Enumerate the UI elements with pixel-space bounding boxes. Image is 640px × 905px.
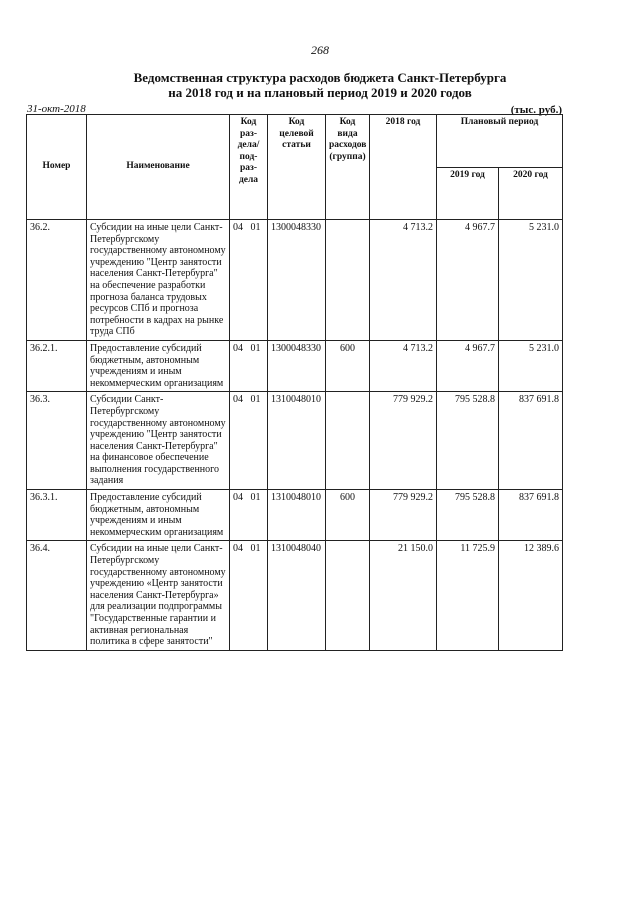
row-target-code: 1300048330 — [268, 220, 326, 341]
page-number: 268 — [311, 43, 329, 57]
row-subsection: 01 — [248, 340, 268, 391]
row-name: Предоставление субсидий бюджетным, автономным учреждениям и иным некоммерческим организациям — [87, 340, 230, 391]
units-label: (тыс. руб.) — [510, 104, 562, 116]
table-row — [27, 340, 563, 391]
header-number: Номер — [27, 115, 87, 220]
title-line-1: Ведомственная структура расходов бюджета Санкт-Петербурга — [133, 70, 507, 85]
row-value-2020: 5 231.0 — [499, 340, 563, 391]
row-value-2019: 11 725.9 — [437, 541, 499, 650]
row-value-2020: 12 389.6 — [499, 541, 563, 650]
header-year-2018: 2018 год — [370, 115, 437, 220]
row-value-2019: 4 967.7 — [437, 340, 499, 391]
header-planned-period: Плановый период — [437, 115, 563, 168]
header-year-2020: 2020 год — [499, 167, 563, 220]
row-section: 04 — [230, 392, 248, 490]
row-value-2020: 837 691.8 — [499, 392, 563, 490]
row-expense-type: 600 — [326, 490, 370, 541]
row-expense-type: 600 — [326, 340, 370, 391]
title-line-2: на 2018 год и на плановый период 2019 и 2020 годов — [168, 85, 472, 100]
row-value-2018: 779 929.2 — [370, 490, 437, 541]
document-title — [0, 70, 640, 100]
row-number: 36.3. — [27, 392, 87, 490]
row-target-code: 1300048330 — [268, 340, 326, 391]
table-row — [27, 541, 563, 650]
row-expense-type — [326, 220, 370, 341]
table-row — [27, 392, 563, 490]
row-subsection: 01 — [248, 220, 268, 341]
row-expense-type — [326, 392, 370, 490]
header-expense-type-code: Код вида расходов (группа) — [326, 115, 370, 220]
row-subsection: 01 — [248, 541, 268, 650]
row-number: 36.2. — [27, 220, 87, 341]
table-row — [27, 220, 563, 341]
header-target-code: Код целевой статьи — [268, 115, 326, 220]
row-target-code: 1310048010 — [268, 490, 326, 541]
row-number: 36.2.1. — [27, 340, 87, 391]
row-section: 04 — [230, 340, 248, 391]
row-section: 04 — [230, 490, 248, 541]
row-target-code: 1310048040 — [268, 541, 326, 650]
row-value-2018: 4 713.2 — [370, 340, 437, 391]
budget-table — [26, 114, 563, 651]
row-value-2019: 795 528.8 — [437, 392, 499, 490]
header-row-top — [27, 115, 563, 168]
row-name: Субсидии на иные цели Санкт-Петербургскому государственному автономному учреждению «Центр занятости населения Санкт-Петербурга» для реализации подпрограммы "Государственные гарантии и активная региональная политика в сфере занятости" — [87, 541, 230, 650]
row-value-2018: 21 150.0 — [370, 541, 437, 650]
row-target-code: 1310048010 — [268, 392, 326, 490]
header-name: Наименование — [87, 115, 230, 220]
row-name: Предоставление субсидий бюджетным, автономным учреждениям и иным некоммерческим организациям — [87, 490, 230, 541]
row-value-2018: 779 929.2 — [370, 392, 437, 490]
row-value-2018: 4 713.2 — [370, 220, 437, 341]
document-date: 31-окт-2018 — [27, 103, 86, 115]
row-expense-type — [326, 541, 370, 650]
row-value-2019: 795 528.8 — [437, 490, 499, 541]
header-section-code: Код раз-дела/ под-раз-дела — [230, 115, 268, 220]
row-value-2019: 4 967.7 — [437, 220, 499, 341]
row-value-2020: 837 691.8 — [499, 490, 563, 541]
row-name: Субсидии на иные цели Санкт-Петербургскому государственному автономному учреждению "Центр занятости населения Санкт-Петербурга" на обеспечение разработки прогноза баланса трудовых ресурсов СПб и прогноза потребности в кадрах на рынке труда СПб — [87, 220, 230, 341]
row-section: 04 — [230, 541, 248, 650]
row-number: 36.3.1. — [27, 490, 87, 541]
row-value-2020: 5 231.0 — [499, 220, 563, 341]
row-name: Субсидии Санкт-Петербургскому государственному автономному учреждению "Центр занятости населения Санкт-Петербурга" на финансовое обеспечение выполнения государственного задания — [87, 392, 230, 490]
row-subsection: 01 — [248, 392, 268, 490]
row-section: 04 — [230, 220, 248, 341]
row-subsection: 01 — [248, 490, 268, 541]
row-number: 36.4. — [27, 541, 87, 650]
header-year-2019: 2019 год — [437, 167, 499, 220]
table-row — [27, 490, 563, 541]
